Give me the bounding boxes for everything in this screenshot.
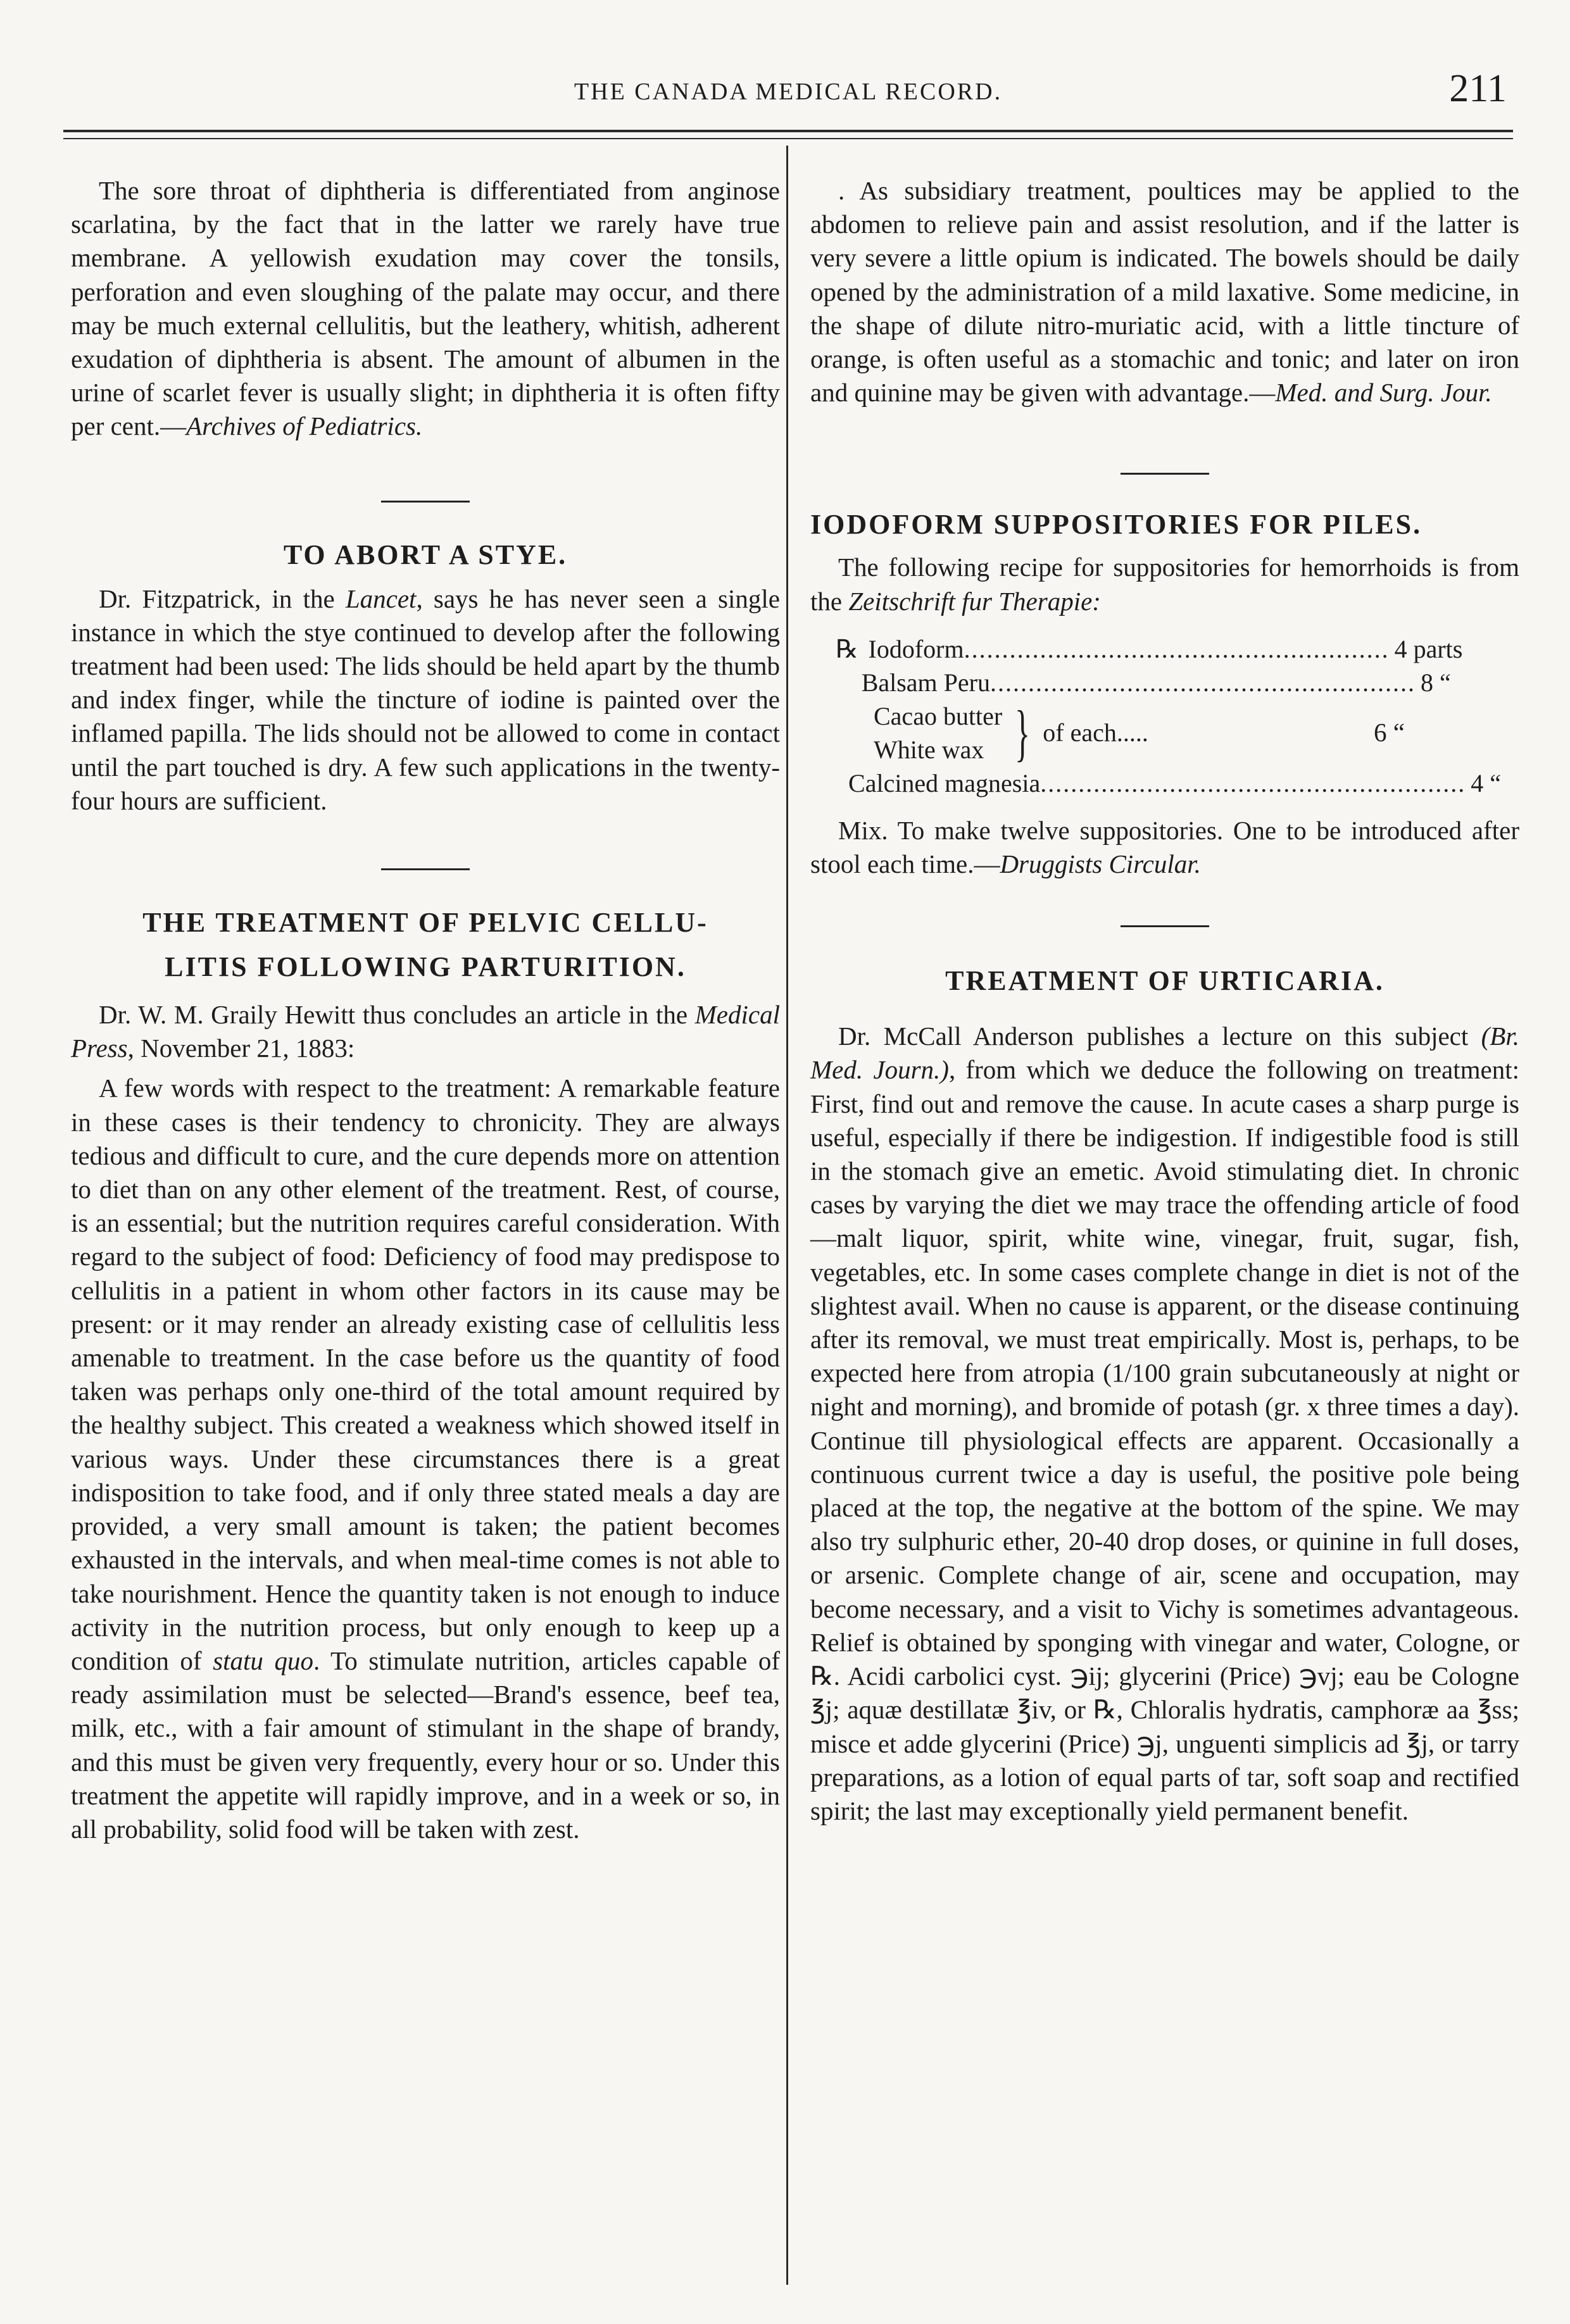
column-divider [786, 146, 788, 2285]
hewitt-body-paragraph: A few words with respect to the treatment: A remarkable feature in these cases is their tendency to chronicity. They are always tedious and difficult to cure, and the cure depends more on attention to diet than on any other element of the treatment. Rest, of course, is an essential; but the nutrition requires careful consideration. With regard to the subject of food: Deficiency of food may predispose to cellulitis in a patient in whom other factors in its cause may be present: or it may render an already existing case of cellulitis less amenable to treatment. In the case before us the quantity of food taken was perhaps only one-third of the total amount required by the healthy subject. This created a weakness which showed itself in various ways. Under these circumstances there is a great indisposition to take food, and if only three stated meals a day are provided, a very small amount is taken; the patient becomes exhausted in the intervals, and when meal-time comes is not able to take nourishment. Hence the quantity taken is not enough to induce activity in the nutrition process, but only enough to keep up a condition of statu quo. To stimulate nutrition, articles capable of ready assimilation must be selected—Brand's essence, beef tea, milk, etc., with a fair amount of stimulant in the shape of brandy, and this must be given very frequently, every hour or so. Under this treatment the appetite will rapidly improve, and in a week or so, in all probability, solid food will be taken with zest. [71, 1073, 780, 1844]
urticaria-paragraph: Dr. McCall Anderson publishes a lecture on this subject (Br. Med. Journ.), from which we deduce the following on treatment: First, find out and remove the cause. In acute cases a sharp purge is useful, especially if there be indigestion. If indigestible food is still in the stomach give an emetic. Avoid stimulating diet. In chronic cases by varying the diet we may trace the offending article of food—malt liquor, spirit, white wine, vinegar, fruit, sugar, fish, vegetables, etc. In some cases complete change in diet is not of the slightest avail. When no cause is apparent, or the disease continuing after its removal, we must treat empirically. Most is, perhaps, to be expected here from atropia (1/100 grain subcutaneously at night or night and morning), and bromide of potash (gr. x three times a day). Continue till physiological effects are apparent. Occasionally a continuous current twice a day is useful, the positive pole being placed at the top, the negative at the bottom of the spine. We may also try sulphuric ether, 20-40 drop doses, or quinine in full doses, or arsenic. Complete change of air, scene and occupation, may become necessary, and a visit to Vichy is sometimes advantageous. Relief is obtained by sponging with vinegar and water, Cologne, or ℞. Acidi carbolici cyst. ℈ij; glycerini (Price) ℈vj; eau be Cologne ℥j; aquæ destillatæ ℥iv, or ℞, Chloralis hydratis, camphoræ aa ℥ss; misce et adde glycerini (Price) ℈j, unguenti simplicis ad ℥j, or tarry preparations, as a lotion of equal parts of tar, soft soap and rectified spirit; the last may exceptionally yield permanent benefit. [810, 1021, 1519, 1825]
section-heading-pelvic-line1: THE TREATMENT OF PELVIC CELLU- [142, 907, 708, 939]
diphtheria-paragraph: The sore throat of diphtheria is differentiated from anginose scarlatina, by the fact that in the latter we rarely have true membrane. A yellowish exudation may cover the tonsils, perforation and even sloughing of the palate may occur, and there may be much external cellulitis, but the leathery, whitish, adherent exudation of diphtheria is absent. The amount of albumen in the urine of scarlet fever is usually slight; in diphtheria it is often fifty per cent.—Archives of Pediatrics. [71, 176, 780, 441]
section-heading-pelvic-line2: LITIS FOLLOWING PARTURITION. [165, 951, 686, 983]
section-heading-urticaria: TREATMENT OF URTICARIA. [945, 965, 1385, 997]
section-heading-iodoform: IODOFORM SUPPOSITORIES FOR PILES. [810, 509, 1422, 540]
subsidiary-treatment-paragraph: . As subsidiary treatment, poultices may be applied to the abdomen to relieve pain and assist resolution, and if the latter is very severe a little opium is indicated. The bowels should be daily opened by the administration of a mild laxative. Some medicine, in the shape of dilute nitro-muriatic acid, with a little tincture of orange, is often useful as a stomachic and tonic; and later on iron and quinine may be given with advantage.—Med. and Surg. Jour. [810, 176, 1519, 408]
page-number: 211 [1449, 67, 1507, 110]
recipe-grouped-line: Cacao butter White wax } of each..... 6 “ [874, 697, 1405, 768]
recipe-intro-paragraph: The following recipe for suppositories for hemorrhoids is from the Zeitschrift fur Therapie: [810, 553, 1519, 616]
recipe-line: Calcined magnesia ........................................................ 4 “ [848, 768, 1502, 797]
header-rule [63, 130, 1513, 132]
recipe-line: Balsam Peru ........................................................ 8 “ [861, 668, 1451, 697]
brace-glyph: } [1015, 697, 1031, 768]
stye-paragraph: Dr. Fitzpatrick, in the Lancet, says he has never seen a single instance in which the stye continued to develop after the following treatment had been used: The lids should be held apart by the thumb and index finger, while the tincture of iodine is painted over the inflamed papilla. The lids should not be allowed to come in contact until the part touched is dry. A few such applications in the twenty-four hours are sufficient. [71, 584, 780, 815]
recipe-symbol: ℞ [836, 634, 858, 663]
journal-title: THE CANADA MEDICAL RECORD. [574, 78, 1003, 105]
hewitt-intro-paragraph: Dr. W. M. Graily Hewitt thus concludes an article in the Medical Press, November 21, 1883: [71, 1000, 780, 1063]
header-rule-thin [63, 138, 1513, 139]
recipe-directions-paragraph: Mix. To make twelve suppositories. One to be introduced after stool each time.—Druggists Circular. [810, 815, 1519, 879]
left-column [71, 174, 780, 1846]
right-column [810, 174, 1519, 1828]
section-heading-stye: TO ABORT A STYE. [283, 539, 568, 570]
recipe-line: ℞ Iodoform ........................................................ 4 parts [810, 632, 1519, 666]
suppository-recipe [810, 632, 1519, 800]
running-header [63, 67, 1513, 114]
source-citation: Archives of Pediatrics. [186, 411, 423, 441]
source-citation: Med. and Surg. Jour. [1275, 378, 1492, 408]
